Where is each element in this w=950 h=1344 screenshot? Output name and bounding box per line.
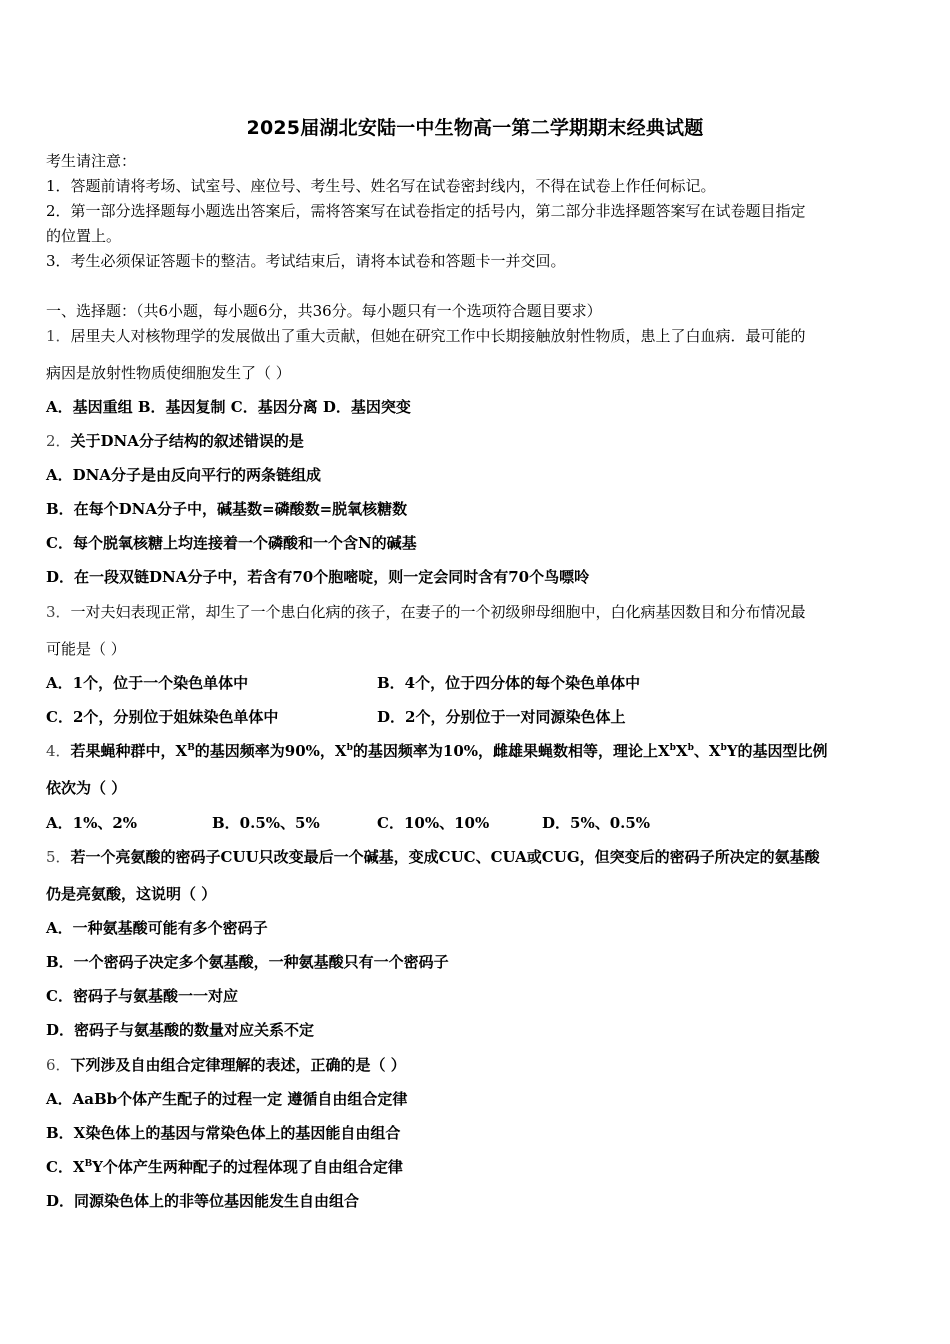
- page-title: 2025届湖北安陆一中生物高一第二学期期末经典试题: [246, 117, 704, 139]
- question-2-option-c: C．每个脱氧核糖上均连接着一个磷酸和一个含N的碱基: [46, 534, 417, 552]
- question-3-option-c: C．2个，分别位于姐妹染色单体中: [46, 708, 279, 726]
- question-3-option-b: B．4个，位于四分体的每个染色单体中: [377, 674, 641, 692]
- question-2-option-a: A．DNA分子是由反向平行的两条链组成: [46, 466, 321, 484]
- question-4-option-d: D．5%、0.5%: [542, 814, 651, 832]
- question-5-number: 5．: [46, 848, 71, 866]
- question-2-option-d: D．在一段双链DNA分子中，若含有70个胞嘧啶，则一定会同时含有70个鸟嘌呤: [46, 568, 590, 586]
- question-2-option-b: B．在每个DNA分子中，碱基数=磷酸数=脱氧核糖数: [46, 500, 408, 518]
- question-5-stem-2: 仍是亮氨酸，这说明（ ）: [46, 885, 217, 903]
- question-1-line-1: [46, 326, 806, 346]
- question-6-option-b: B．X染色体上的基因与常染色体上的基因能自由组合: [46, 1124, 401, 1142]
- notice-item-3: 3．考生必须保证答题卡的整洁。考试结束后，请将本试卷和答题卡一并交回。: [46, 252, 566, 270]
- question-4-stem-1: 若果蝇种群中，$X^B$的基因频率为90%，$X^b$的基因频率为10%，雌雄果蝇数相等，理论上$X^bX^b$、$X^bY$的基因型比例: [70, 742, 828, 760]
- question-5-stem-1: 若一个亮氨酸的密码子CUU只改变最后一个碱基，变成CUC、CUA或CUG，但突变后的密码子所决定的氨基酸: [70, 848, 820, 866]
- question-5-option-b: B．一个密码子决定多个氨基酸，一种氨基酸只有一个密码子: [46, 953, 449, 971]
- question-4-option-c: C．10%、10%: [377, 814, 490, 832]
- question-5-line-1: [46, 847, 820, 867]
- question-5-option-a: A．一种氨基酸可能有多个密码子: [46, 919, 268, 937]
- section-heading: 一、选择题：（共6小题，每小题6分，共36分。每小题只有一个选项符合题目要求）: [46, 302, 602, 320]
- question-1-options: A．基因重组 B．基因复制 C．基因分离 D．基因突变: [46, 398, 411, 416]
- question-2-number: 2．: [46, 432, 71, 450]
- question-3-number: 3．: [46, 603, 71, 621]
- question-5-option-c: C．密码子与氨基酸一一对应: [46, 987, 238, 1005]
- question-4-number: 4．: [46, 742, 71, 760]
- question-4-option-a: A．1%、2%: [46, 814, 138, 832]
- question-2-line: [46, 431, 304, 451]
- question-1-stem-1: 居里夫人对核物理学的发展做出了重大贡献，但她在研究工作中长期接触放射性物质，患上了白血病．最可能的: [70, 327, 806, 345]
- question-1-number: 1．: [46, 327, 71, 345]
- question-3-option-a: A．1个，位于一个染色单体中: [46, 674, 249, 692]
- notice-heading: 考生请注意：: [46, 152, 137, 170]
- question-4-option-b: B．0.5%、5%: [212, 814, 320, 832]
- question-5-option-d: D．密码子与氨基酸的数量对应关系不定: [46, 1021, 315, 1039]
- notice-item-2: 2．第一部分选择题每小题选出答案后，需将答案写在试卷指定的括号内，第二部分非选择题答案写在试卷题目指定: [46, 202, 806, 220]
- question-3-stem-1: 一对夫妇表现正常，却生了一个患白化病的孩子，在妻子的一个初级卵母细胞中，白化病基因数目和分布情况最: [70, 603, 806, 621]
- question-3-line-1: [46, 602, 806, 622]
- question-4-line-1: [46, 741, 828, 761]
- notice-item-1: 1．答题前请将考场、试室号、座位号、考生号、姓名写在试卷密封线内，不得在试卷上作任何标记。: [46, 177, 716, 195]
- question-6-line: [46, 1055, 406, 1075]
- question-3-option-d: D．2个，分别位于一对同源染色体上: [377, 708, 626, 726]
- question-6-option-d: D．同源染色体上的非等位基因能发生自由组合: [46, 1192, 360, 1210]
- question-1-stem-2: 病因是放射性物质使细胞发生了（ ）: [46, 364, 291, 382]
- notice-item-2-cont: 的位置上。: [46, 227, 122, 245]
- question-3-stem-2: 可能是（ ）: [46, 640, 126, 658]
- question-6-number: 6．: [46, 1056, 71, 1074]
- question-6-option-a: A．AaBb个体产生配子的过程一定 遵循自由组合定律: [46, 1090, 408, 1108]
- question-6-option-c: C．$X^BY$个体产生两种配子的过程体现了自由组合定律: [46, 1158, 403, 1176]
- question-2-stem: 关于DNA分子结构的叙述错误的是: [70, 432, 304, 450]
- question-6-stem: 下列涉及自由组合定律理解的表述，正确的是（ ）: [70, 1056, 406, 1074]
- question-4-stem-2: 依次为（ ）: [46, 779, 127, 797]
